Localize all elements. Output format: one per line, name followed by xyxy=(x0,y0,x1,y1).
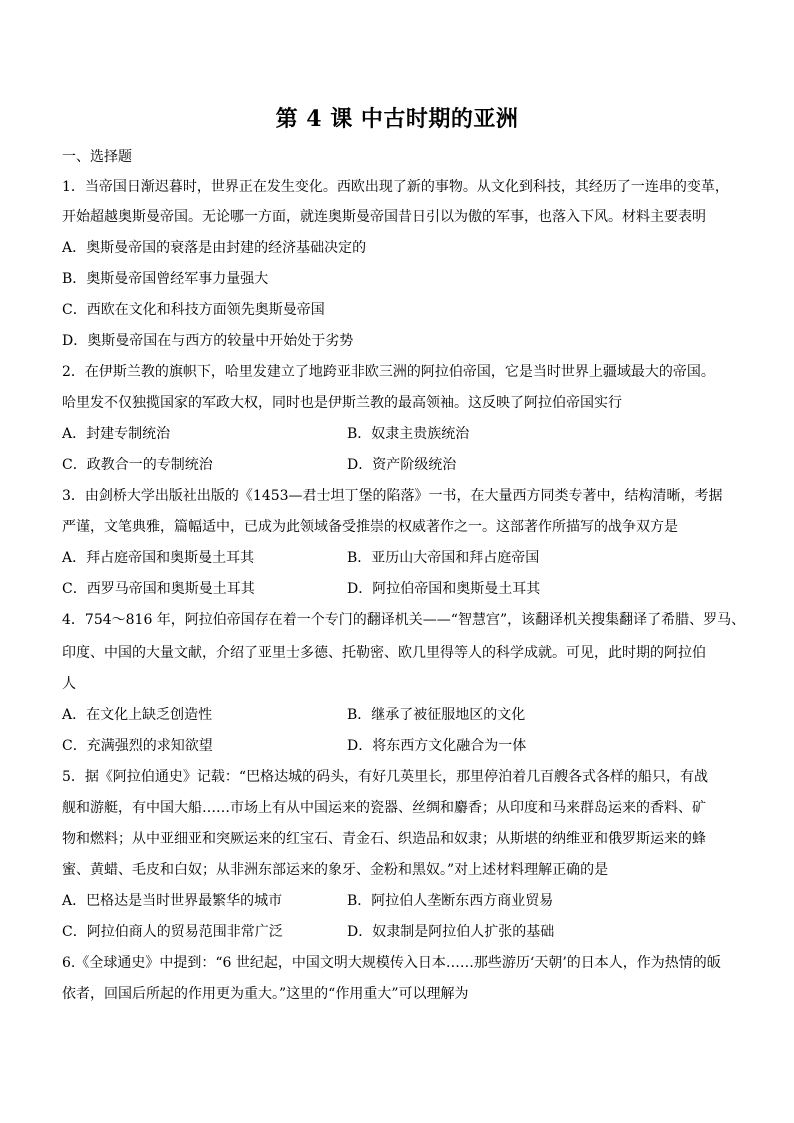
question-1-text: 1．当帝国日渐迟暮时，世界正在发生变化。西欧出现了新的事物。从文化到科技，其经历了一连串的变革， xyxy=(62,179,729,195)
question-5-text: 蜜、黄蜡、毛皮和白奴；从非洲东部运来的象牙、金粉和黑奴。”对上述材料理解正确的是 xyxy=(62,862,609,878)
question-6-text: 6.《全球通史》中提到：“6 世纪起，中国文明大规模传入日本……那些游历‘天朝’的日本人，作为热情的皈 xyxy=(62,955,721,971)
question-3-option-d: D．阿拉伯帝国和奥斯曼土耳其 xyxy=(347,581,541,597)
question-4-text: 印度、中国的大量文献，介绍了亚里士多德、托勒密、欧几里得等人的科学成就。可见，此时期的阿拉伯 xyxy=(62,645,706,661)
question-5-text: 物和燃料；从中亚细亚和突厥运来的红宝石、青金石、织造品和奴隶；从斯堪的纳维亚和俄罗斯运来的蜂 xyxy=(62,831,706,847)
question-5-option-d: D．奴隶制是阿拉伯人扩张的基础 xyxy=(347,924,555,940)
question-4-option-c: C．充满强烈的求知欲望 xyxy=(62,738,213,754)
question-2-option-c: C．政教合一的专制统治 xyxy=(62,457,213,473)
question-4-option-b: B．继承了被征服地区的文化 xyxy=(347,707,526,723)
question-2-text: 2．在伊斯兰教的旗帜下，哈里发建立了地跨亚非欧三洲的阿拉伯帝国，它是当时世界上疆域最大的帝国。 xyxy=(62,364,715,380)
question-3-option-c: C．西罗马帝国和奥斯曼土耳其 xyxy=(62,581,255,597)
question-2-option-b: B．奴隶主贵族统治 xyxy=(347,426,470,442)
question-5-option-a: A．巴格达是当时世界最繁华的城市 xyxy=(62,893,283,909)
question-5-text: 舰和游艇，有中国大船……市场上有从中国运来的瓷器、丝绸和麝香；从印度和马来群岛运来的香料、矿 xyxy=(62,800,706,816)
section-heading: 一、选择题 xyxy=(62,149,132,165)
question-3-text: 3．由剑桥大学出版社出版的《1453—君士坦丁堡的陷落》一书，在大量西方同类专著中，结构清晰，考据 xyxy=(62,488,723,504)
question-6-text: 依者，回国后所起的作用更为重大。”这里的“作用重大”可以理解为 xyxy=(62,986,469,1002)
question-2-option-d: D．资产阶级统治 xyxy=(347,457,457,473)
question-1-text: 开始超越奥斯曼帝国。无论哪一方面，就连奥斯曼帝国昔日引以为傲的军事，也落入下风。材料主要表明 xyxy=(62,209,706,225)
question-4-text: 4．754～816 年，阿拉伯帝国存在着一个专门的翻译机关——“智慧宫”，该翻译机关搜集翻译了希腊、罗马、 xyxy=(62,612,746,628)
question-5-option-c: C．阿拉伯商人的贸易范围非常广泛 xyxy=(62,924,283,940)
question-1-option-b: B．奥斯曼帝国曾经军事力量强大 xyxy=(62,271,269,287)
question-3-option-b: B．亚历山大帝国和拜占庭帝国 xyxy=(347,550,540,566)
question-1-option-a: A．奥斯曼帝国的衰落是由封建的经济基础决定的 xyxy=(62,240,367,256)
question-5-text: 5．据《阿拉伯通史》记载：“巴格达城的码头，有好几英里长，那里停泊着几百艘各式各样的船只，有战 xyxy=(62,769,709,785)
question-2-text: 哈里发不仅独揽国家的军政大权，同时也是伊斯兰教的最高领袖。这反映了阿拉伯帝国实行 xyxy=(62,395,622,411)
question-3-text: 严谨，文笔典雅，篇幅适中，已成为此领域备受推崇的权威著作之一。这部著作所描写的战争双方是 xyxy=(62,519,678,535)
question-4-option-a: A．在文化上缺乏创造性 xyxy=(62,707,213,723)
question-4-option-d: D．将东西方文化融合为一体 xyxy=(347,738,527,754)
page-title: 第 4 课 中古时期的亚洲 xyxy=(275,106,519,132)
question-1-option-c: C．西欧在文化和科技方面领先奥斯曼帝国 xyxy=(62,302,325,318)
question-2-option-a: A．封建专制统治 xyxy=(62,426,171,442)
question-4-text: 人 xyxy=(62,676,76,692)
question-5-option-b: B．阿拉伯人垄断东西方商业贸易 xyxy=(347,893,554,909)
question-1-option-d: D．奥斯曼帝国在与西方的较量中开始处于劣势 xyxy=(62,333,354,349)
question-3-option-a: A．拜占庭帝国和奥斯曼土耳其 xyxy=(62,550,255,566)
